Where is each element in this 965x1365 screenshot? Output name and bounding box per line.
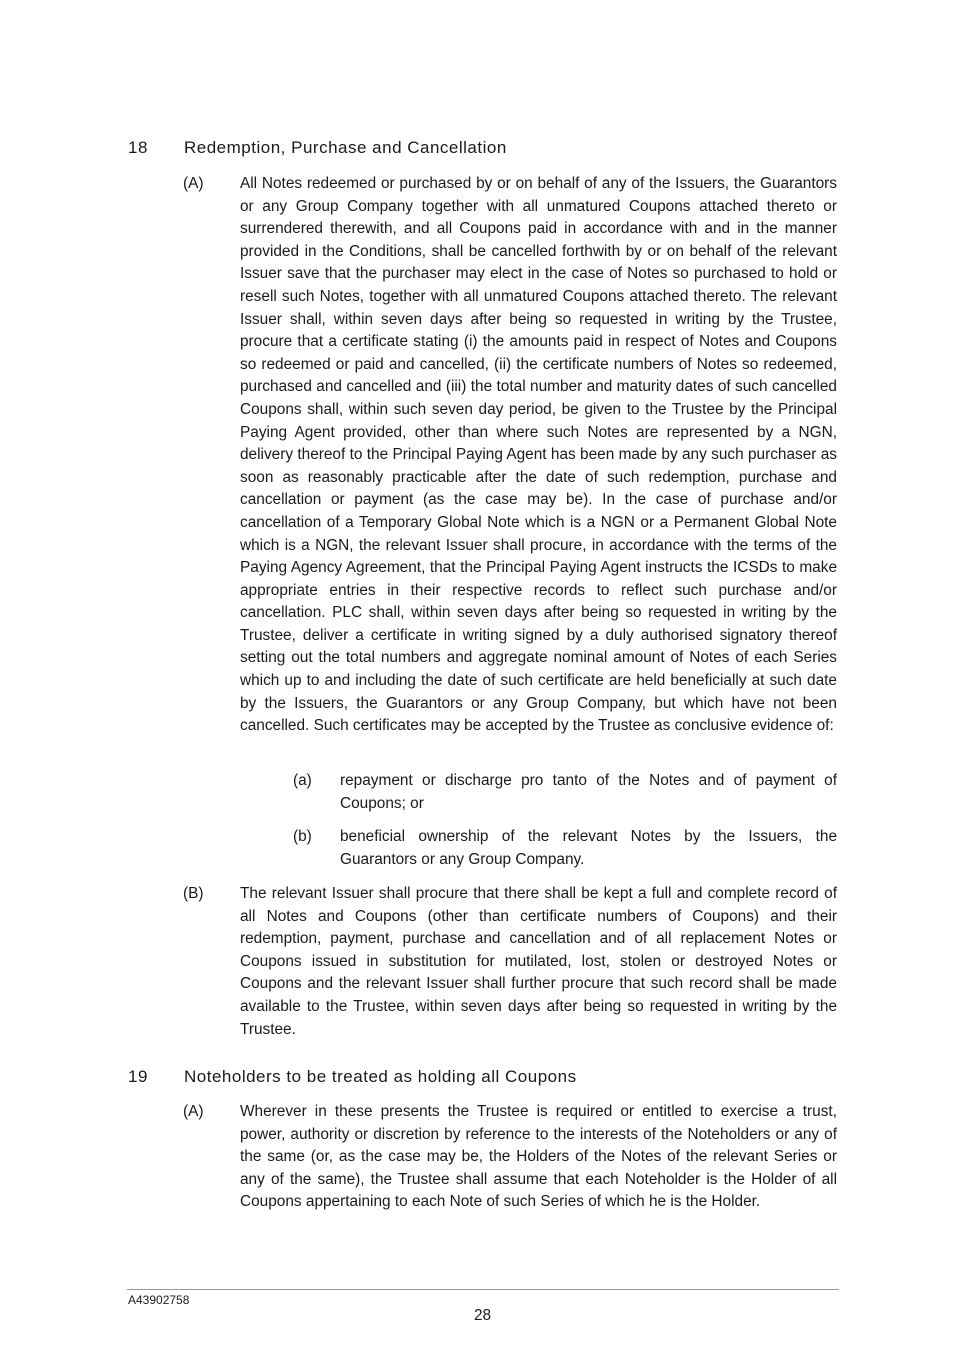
page-number: 28 [473,1307,492,1324]
subparagraph-text: repayment or discharge pro tanto of the Notes and of payment of Coupons; or [340,772,837,812]
document-reference: A43902758 [128,1293,190,1307]
paragraph-text: Wherever in these presents the Trustee is required or entitled to exercise a trust, power, authority or discretion by reference to the interests of the Noteholders or any of the same (or, as the case may be, the Holders of the Notes of the relevant Series or any of the same), the Trustee shall assume that each Noteholder is the Holder of all Coupons appertaining to each Note of such Series of which he is the Holder. [240,1103,837,1211]
section-18-paragraph-a [183,173,837,738]
subparagraph-label: (b) [293,828,312,845]
footer-divider [127,1289,839,1290]
section-number: 19 [128,1067,148,1086]
section-title: Noteholders to be treated as holding all Coupons [184,1067,577,1086]
paragraph-text: The relevant Issuer shall procure that there shall be kept a full and complete record of all Notes and Coupons (other than certificate numbers of Coupons) and their redemption, payment, purchase and cancellation and of all replacement Notes or Coupons issued in substitution for mutilated, lost, stolen or destroyed Notes or Coupons and the relevant Issuer shall further procure that such record shall be made available to the Trustee, within seven days after being so requested in writing by the Trustee. [240,885,837,1038]
section-19-paragraph-a [183,1101,837,1214]
paragraph-text: All Notes redeemed or purchased by or on behalf of any of the Issuers, the Guarantors or any Group Company together with all unmatured Coupons attached thereto or surrendered therewith, and all Coupons paid in accordance with and in the manner provided in the Conditions, shall be cancelled forthwith by or on behalf of the relevant Issuer save that the purchaser may elect in the case of Notes so purchased to hold or resell such Notes, together with all unmatured Coupons attached thereto. The relevant Issuer shall, within seven days after being so requested in writing by the Trustee, procure that a certificate stating (i) the amounts paid in respect of Notes and Coupons so redeemed or paid and cancelled, (ii) the certificate numbers of Notes so redeemed, purchased and cancelled and (iii) the total number and maturity dates of such cancelled Coupons shall, within such seven day period, be given to the Trustee by the Principal Paying Agent provided, other than where such Notes are represented by a NGN, delivery thereof to the Principal Paying Agent has been made by any such purchaser as soon as reasonably practicable after the date of such redemption, purchase and cancellation or payment (as the case may be). In the case of purchase and/or cancellation of a Temporary Global Note which is a NGN or a Permanent Global Note which is a NGN, the relevant Issuer shall procure, in accordance with the terms of the Paying Agency Agreement, that the Principal Paying Agent instructs the ICSDs to make appropriate entries in their respective records to reflect such purchase and/or cancellation. PLC shall, within seven days after being so requested in writing by the Trustee, deliver a certificate in writing signed by a duly authorised signatory thereof setting out the total numbers and aggregate nominal amount of Notes of each Series which up to and including the date of such certificate are held beneficially at such date by the Issuers, the Guarantors or any Group Company, but which have not been cancelled. Such certificates may be accepted by the Trustee as conclusive evidence of: [240,175,837,735]
paragraph-label: (A) [183,1103,204,1120]
subparagraph-label: (a) [293,772,312,789]
paragraph-label: (A) [183,175,204,192]
section-18-paragraph-b [183,883,837,1041]
section-title: Redemption, Purchase and Cancellation [184,138,507,157]
subparagraph-b [293,826,837,871]
section-number: 18 [128,138,148,157]
paragraph-label: (B) [183,885,204,902]
subparagraph-a [293,770,837,815]
subparagraph-text: beneficial ownership of the relevant Notes by the Issuers, the Guarantors or any Group Company. [340,828,837,868]
